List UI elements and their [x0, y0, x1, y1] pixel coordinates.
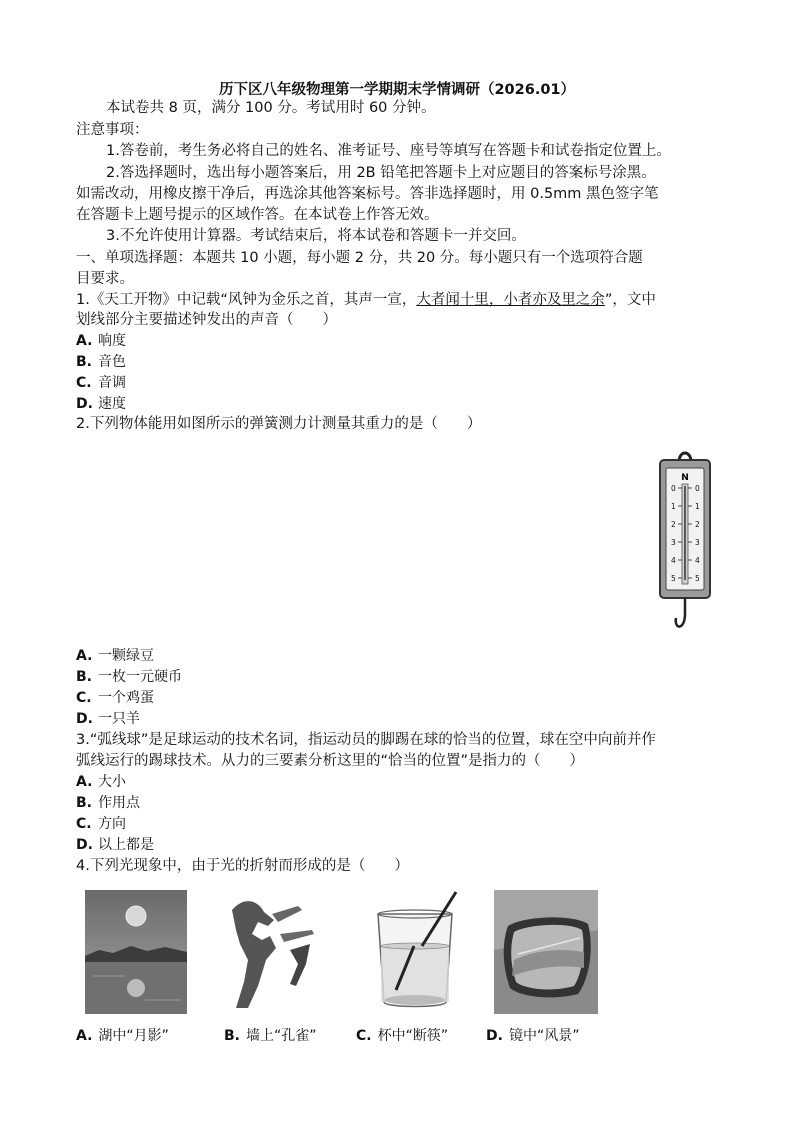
spring-scale-figure	[652, 446, 718, 634]
option-letter: A.	[76, 774, 93, 790]
tick-label: 3	[671, 538, 676, 547]
option-text: 响度	[98, 333, 126, 349]
scale-bottom-hook	[676, 614, 685, 627]
section-heading-line-1: 一、单项选择题：本题共 10 小题，每小题 2 分，共 20 分。每小题只有一个选项符合题	[76, 250, 643, 266]
tick-label: 4	[695, 556, 700, 565]
tick-label: 1	[671, 502, 676, 511]
q2-option-b	[76, 667, 182, 687]
tick-label: 4	[671, 556, 676, 565]
q1-option-c	[76, 373, 126, 393]
q2-option-a	[76, 646, 154, 666]
option-text: 镜中“风景”	[508, 1028, 580, 1044]
option-letter: C.	[76, 375, 92, 391]
option-letter: D.	[76, 396, 93, 412]
car-mirror-image	[494, 890, 598, 1014]
scale-unit: N	[681, 473, 689, 483]
note-1: 1.答卷前，考生务必将自己的姓名、准考证号、座号等填写在答题卡和试卷指定位置上。	[106, 143, 671, 159]
option-letter: C.	[76, 690, 92, 706]
moon-reflection-image	[85, 890, 187, 1014]
option-letter: D.	[76, 711, 93, 727]
notes-heading: 注意事项：	[76, 122, 149, 138]
option-text: 音色	[98, 354, 126, 370]
moon-reflection	[127, 979, 145, 997]
note-3: 3.不允许使用计算器。考试结束后，将本试卷和答题卡一并交回。	[106, 228, 526, 244]
exam-title: 历下区八年级物理第一学期期末学情调研（2026.01）	[218, 82, 576, 98]
option-text: 湖中“月影”	[98, 1028, 169, 1044]
option-text: 以上都是	[98, 837, 154, 853]
tick-label: 5	[695, 574, 700, 583]
q3-stem-line-1: 3.“弧线球”是足球运动的技术名词，指运动员的脚踢在球的恰当的位置，球在空中向前并作	[76, 732, 656, 748]
tick-label: 1	[695, 502, 700, 511]
q1-option-d	[76, 394, 126, 414]
option-letter: C.	[356, 1028, 372, 1044]
option-letter: A.	[76, 1028, 93, 1044]
option-letter: D.	[486, 1028, 503, 1044]
option-text: 一颗绿豆	[98, 648, 154, 664]
moon	[126, 906, 146, 926]
q4-caption-b	[224, 1025, 317, 1045]
q1-stem-line-2: 划线部分主要描述钟发出的声音（ ）	[76, 312, 337, 328]
option-text: 方向	[98, 816, 126, 832]
note-2-line-3: 在答题卡上题号提示的区域作答。在本试卷上作答无效。	[76, 207, 439, 223]
q3-option-c	[76, 814, 126, 834]
option-letter: B.	[76, 669, 92, 685]
tick-label: 0	[695, 484, 700, 493]
option-text: 速度	[98, 396, 126, 412]
q1-stem-line-1	[76, 290, 656, 310]
tick-label: 2	[695, 520, 700, 529]
option-letter: C.	[76, 816, 92, 832]
section-heading-line-2: 目要求。	[76, 271, 134, 287]
option-text: 墙上“孔雀”	[246, 1028, 317, 1044]
hand-shadow-image	[218, 890, 326, 1014]
q1-stem-pre: 1.《天工开物》中记载“风钟为金乐之首，其声一宣，	[76, 292, 417, 308]
q1-option-a	[76, 331, 126, 351]
tick-label: 2	[671, 520, 676, 529]
option-letter: B.	[76, 354, 92, 370]
note-2-line-2: 如需改动，用橡皮擦干净后，再选涂其他答案标号。答非选择题时，用 0.5mm 黑色签字笔	[76, 186, 659, 202]
option-text: 一只羊	[98, 711, 140, 727]
q3-option-a	[76, 772, 126, 792]
q4-stem: 4.下列光现象中，由于光的折射而形成的是（ ）	[76, 858, 409, 874]
option-letter: B.	[76, 795, 92, 811]
option-text: 音调	[98, 375, 126, 391]
option-text: 作用点	[98, 795, 140, 811]
q1-stem-underlined: 大者闻十里，小者亦及里之余	[416, 292, 605, 308]
option-letter: A.	[76, 648, 93, 664]
q2-option-d	[76, 709, 140, 729]
option-letter: A.	[76, 333, 93, 349]
tick-label: 5	[671, 574, 676, 583]
q1-option-b	[76, 352, 126, 372]
option-text: 大小	[98, 774, 126, 790]
broken-chopstick-image	[370, 890, 460, 1014]
q3-option-d	[76, 835, 154, 855]
option-text: 一个鸡蛋	[98, 690, 154, 706]
tick-label: 0	[671, 484, 676, 493]
q2-stem: 2.下列物体能用如图所示的弹簧测力计测量其重力的是（ ）	[76, 416, 482, 432]
water	[381, 946, 449, 1002]
option-text: 一枚一元硬币	[98, 669, 182, 685]
option-letter: D.	[76, 837, 93, 853]
tick-label: 3	[695, 538, 700, 547]
q3-option-b	[76, 793, 140, 813]
exam-intro: 本试卷共 8 页，满分 100 分。考试用时 60 分钟。	[106, 100, 436, 116]
option-text: 杯中“断筷”	[377, 1028, 449, 1044]
q2-option-c	[76, 688, 154, 708]
q4-caption-a	[76, 1025, 169, 1045]
q1-stem-post: ”，文中	[604, 292, 656, 308]
option-letter: B.	[224, 1028, 240, 1044]
q3-stem-line-2: 弧线运行的踢球技术。从力的三要素分析这里的“恰当的位置”是指力的（ ）	[76, 753, 585, 769]
q4-caption-d	[486, 1025, 579, 1045]
note-2-line-1: 2.答选择题时，选出每小题答案后，用 2B 铅笔把答题卡上对应题目的答案标号涂黑。	[106, 165, 656, 181]
q4-caption-c	[356, 1025, 448, 1045]
